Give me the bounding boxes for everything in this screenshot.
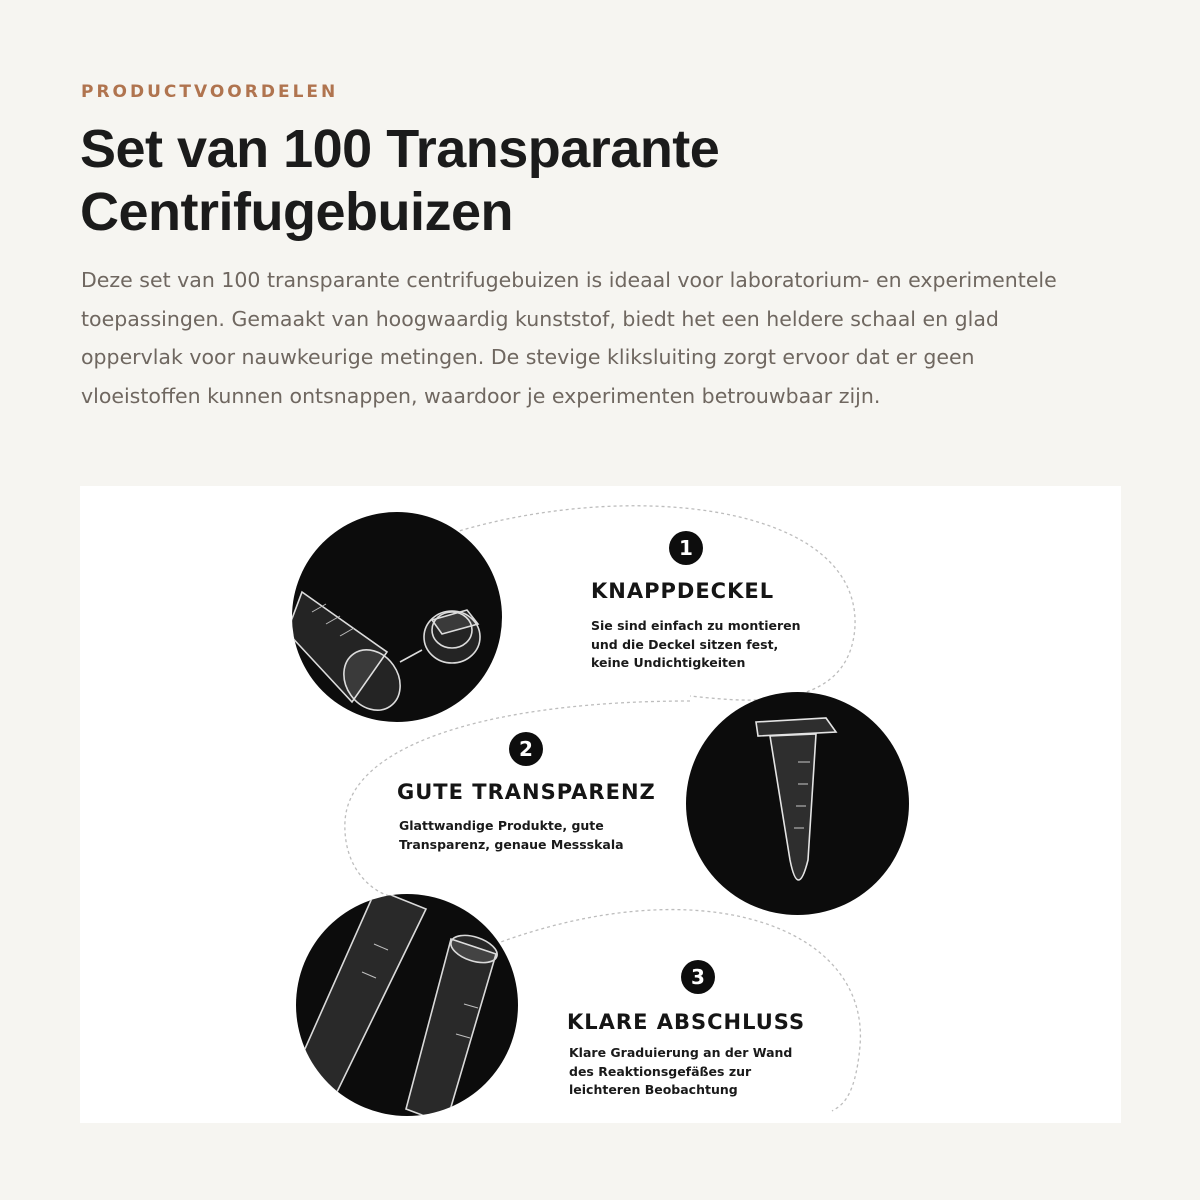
feature-2-description: Glattwandige Produkte, gute Transparenz, genaue Messskala [399, 818, 624, 852]
two-tubes-photo [296, 894, 518, 1116]
feature-1-number-badge: 1 [669, 531, 703, 565]
feature-2-number-badge: 2 [509, 732, 543, 766]
eyebrow-label: PRODUCTVOORDELEN [81, 82, 339, 102]
closed-tube-photo [686, 692, 909, 915]
feature-1-description: Sie sind einfach zu montieren und die Deckel sitzen fest, keine Undichtigkeiten [591, 618, 801, 670]
feature-1-title: KNAPPDECKEL [591, 579, 775, 603]
section-title: Set van 100 Transparante Centrifugebuizen [80, 119, 720, 242]
feature-3-description: Klare Graduierung an der Wand des Reaktionsgefäßes zur leichteren Beobachtung [569, 1045, 793, 1097]
feature-3-title: KLARE ABSCHLUSS [567, 1010, 806, 1034]
tube-with-open-cap-photo [292, 512, 502, 722]
feature-3-number-badge: 3 [681, 960, 715, 994]
feature-2-title: GUTE TRANSPARENZ [397, 780, 656, 804]
section-description: Deze set van 100 transparante centrifugebuizen is ideaal voor laboratorium- en experimentele toepassingen. Gemaakt van hoogwaardig kunststof, biedt het een heldere schaal en glad oppervlak voor nauwkeurige metingen. De stevige kliksluiting zorgt ervoor dat er geen vloeistoffen kunnen ontsnappen, waardoor je experimenten betrouwbaar zijn. [81, 268, 1057, 408]
product-feature-image [80, 486, 1121, 1123]
